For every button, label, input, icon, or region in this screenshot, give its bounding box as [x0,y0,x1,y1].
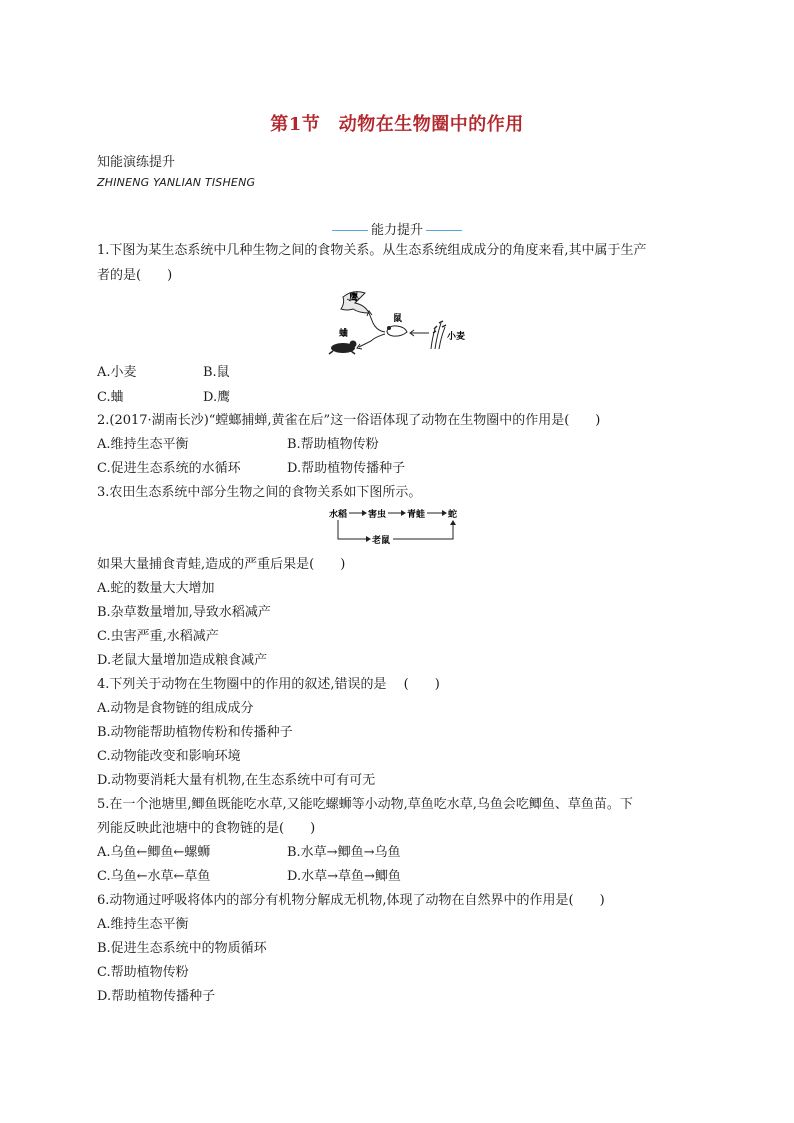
mouse-icon [387,326,407,336]
q3-option-b: B.杂草数量增加,导致水稻减产 [97,605,271,620]
label-mouse-q3: 老鼠 [372,536,391,546]
label-snake: 蛇 [448,510,458,520]
label-eagle: 鹰 [349,293,359,303]
q5-stem-line1: 5.在一个池塘里,鲫鱼既能吃水草,又能吃螺蛳等小动物,草鱼吃水草,乌鱼会吃鲫鱼、草鱼苗。下 [97,797,633,812]
q1-option-b: B.鼠 [203,365,230,380]
q4-option-a: A.动物是食物链的组成成分 [97,701,254,716]
page-title: 第1节 动物在生物圈中的作用 [270,114,524,135]
q2-option-d: D.帮助植物传播种子 [287,461,406,476]
q1-option-c: C.蛐 [97,390,124,405]
label-rice: 水稻 [329,510,348,520]
q4-stem: 4.下列关于动物在生物圈中的作用的叙述,错误的是 ( ) [97,677,440,692]
q2-option-b: B.帮助植物传粉 [287,437,379,452]
q6-option-d: D.帮助植物传播种子 [97,989,216,1004]
q6-option-c: C.帮助植物传粉 [97,965,189,980]
subtitle-pinyin: ZHINENG YANLIAN TISHENG [97,176,256,189]
q1-food-web-figure [325,287,470,357]
q2-stem: 2.(2017·湖南长沙)“螳螂捕蝉,黄雀在后”这一俗语体现了动物在生物圈中的作用是( ) [97,413,601,428]
section-rule-left [332,230,368,231]
q3-option-c: C.虫害严重,水稻减产 [97,629,219,644]
q3-question: 如果大量捕食青蛙,造成的严重后果是( ) [97,557,346,572]
q5-option-d: D.水草→草鱼→鲫鱼 [287,869,401,884]
q1-option-d: D.鹰 [203,390,231,405]
q3-stem: 3.农田生态系统中部分生物之间的食物关系如下图所示。 [97,485,422,500]
q5-option-a: A.乌鱼←鲫鱼←螺蛳 [97,845,211,860]
label-mouse: 鼠 [393,314,403,324]
q4-option-c: C.动物能改变和影响环境 [97,749,241,764]
wheat-icon [431,321,446,349]
q1-stem-line1: 1.下图为某生态系统中几种生物之间的食物关系。从生态系统组成成分的角度来看,其中属于生产 [97,243,647,258]
q1-option-a: A.小麦 [97,365,137,380]
section-heading [0,219,794,238]
q5-stem-line2: 列能反映此池塘中的食物链的是( ) [97,821,316,836]
q3-food-web-figure [328,503,468,547]
q2-option-a: A.维持生态平衡 [97,437,189,452]
q1-stem-line2: 者的是( ) [97,268,173,283]
frog-icon [329,341,357,355]
label-wheat: 小麦 [447,332,466,342]
subtitle-chinese: 知能演练提升 [97,155,176,170]
q5-option-c: C.乌鱼←水草←草鱼 [97,869,211,884]
label-frog: 蛐 [339,329,349,339]
section-rule-right [426,230,462,231]
label-frog-q3: 青蛙 [407,510,426,520]
q6-option-a: A.维持生态平衡 [97,917,189,932]
q6-stem: 6.动物通过呼吸将体内的部分有机物分解成无机物,体现了动物在自然界中的作用是( ) [97,893,605,908]
q4-option-b: B.动物能帮助植物传粉和传播种子 [97,725,293,740]
q5-option-b: B.水草→鲫鱼→乌鱼 [287,845,401,860]
label-pest: 害虫 [368,510,387,520]
q4-option-d: D.动物要消耗大量有机物,在生态系统中可有可无 [97,773,376,788]
section-label: 能力提升 [370,223,423,238]
q3-option-d: D.老鼠大量增加造成粮食减产 [97,653,268,668]
q2-option-c: C.促进生态系统的水循环 [97,461,241,476]
q6-option-b: B.促进生态系统中的物质循环 [97,941,267,956]
q3-option-a: A.蛇的数量大大增加 [97,581,215,596]
